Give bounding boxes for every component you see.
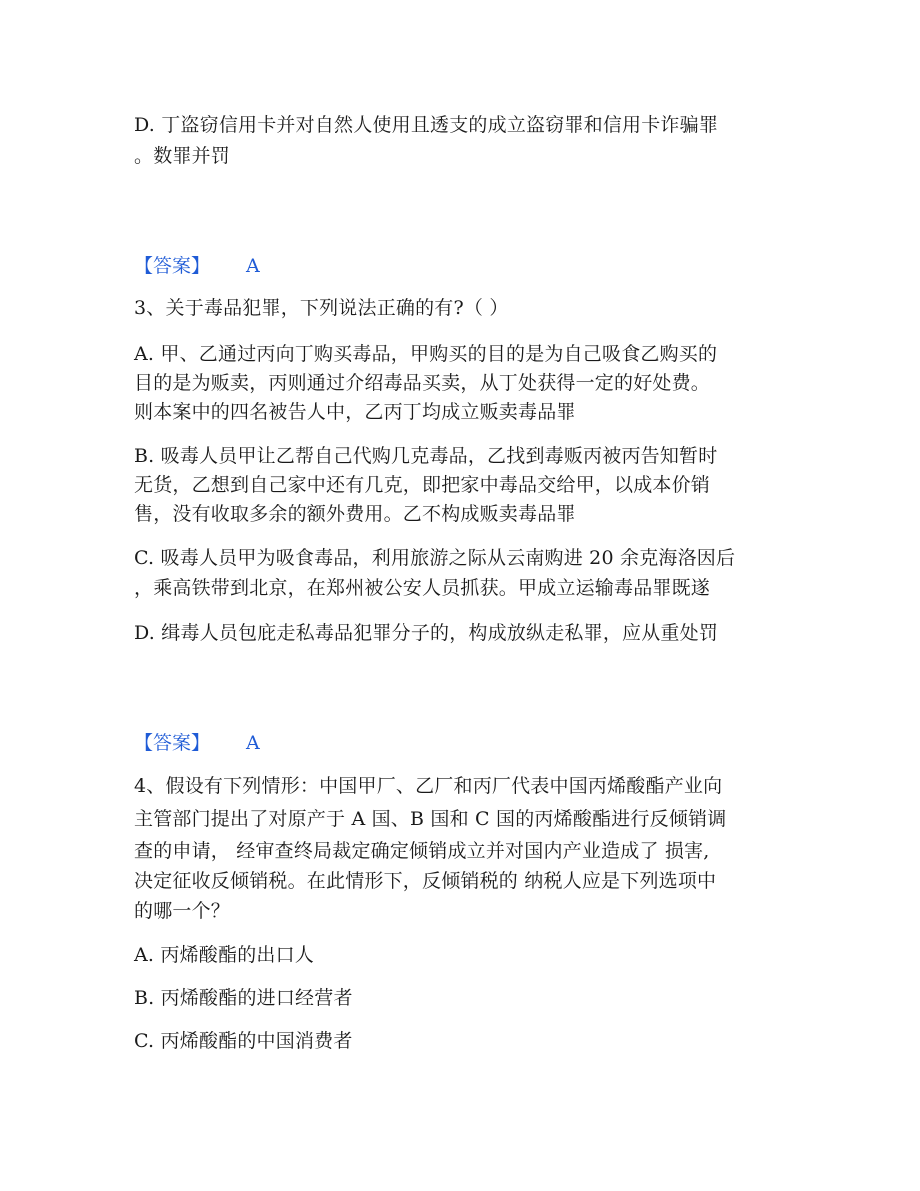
q3-option-a-line-3: 则本案中的四名被告人中，乙丙丁均成立贩卖毒品罪 <box>134 401 576 423</box>
q3-option-b-line-2: 无货，乙想到自己家中还有几克，即把家中毒品交给甲，以成本价销 <box>134 474 711 496</box>
q3-option-c-line-1: C. 吸毒人员甲为吸食毒品，利用旅游之际从云南购进 20 余克海洛因后 <box>134 547 736 569</box>
answer-value: A <box>246 732 260 754</box>
answer-value: A <box>246 255 260 277</box>
q4-option-c: C. 丙烯酸酯的中国消费者 <box>134 1030 353 1052</box>
prev-option-d-line-1: D. 丁盗窃信用卡并对自然人使用且透支的成立盗窃罪和信用卡诈骗罪 <box>134 114 719 136</box>
q3-option-c-line-2: ，乘高铁带到北京，在郑州被公安人员抓获。甲成立运输毒品罪既遂 <box>134 577 711 599</box>
q3-option-b-line-3: 售，没有收取多余的额外费用。乙不构成贩卖毒品罪 <box>134 503 576 525</box>
answer-label: 【答案】 <box>134 255 211 277</box>
question-4-stem-line-4: 决定征收反倾销税。在此情形下，反倾销税的 纳税人应是下列选项中 <box>134 870 717 892</box>
q3-option-a-line-2: 目的是为贩卖，丙则通过介绍毒品买卖，从丁处获得一定的好处费。 <box>134 372 711 394</box>
q3-option-b-line-1: B. 吸毒人员甲让乙帮自己代购几克毒品，乙找到毒贩丙被丙告知暂时 <box>134 445 718 467</box>
prev-option-d-line-2: 。数罪并罚 <box>134 145 231 167</box>
q3-option-d-line-1: D. 缉毒人员包庇走私毒品犯罪分子的，构成放纵走私罪，应从重处罚 <box>134 622 719 644</box>
answer-label: 【答案】 <box>134 732 211 754</box>
question-4-stem-line-2: 主管部门提出了对原产于 A 国、B 国和 C 国的丙烯酸酯进行反倾销调 <box>134 808 727 830</box>
question-4-stem-line-5: 的哪一个？ <box>134 900 231 922</box>
question-4-stem-line-1: 4、假设有下列情形：中国甲厂、乙厂和丙厂代表中国丙烯酸酯产业向 <box>134 775 723 797</box>
q3-option-a-line-1: A. 甲、乙通过丙向丁购买毒品，甲购买的目的是为自己吸食乙购买的 <box>134 343 718 365</box>
q4-option-b: B. 丙烯酸酯的进口经营者 <box>134 987 353 1009</box>
question-3-stem: 3、关于毒品犯罪，下列说法正确的有?（ ） <box>134 297 509 319</box>
q4-option-a: A. 丙烯酸酯的出口人 <box>134 944 315 966</box>
answer-2 <box>134 251 260 281</box>
answer-3 <box>134 728 260 758</box>
question-4-stem-line-3: 查的申请， 经审查终局裁定确定倾销成立并对国内产业造成了 损害, <box>134 840 710 862</box>
